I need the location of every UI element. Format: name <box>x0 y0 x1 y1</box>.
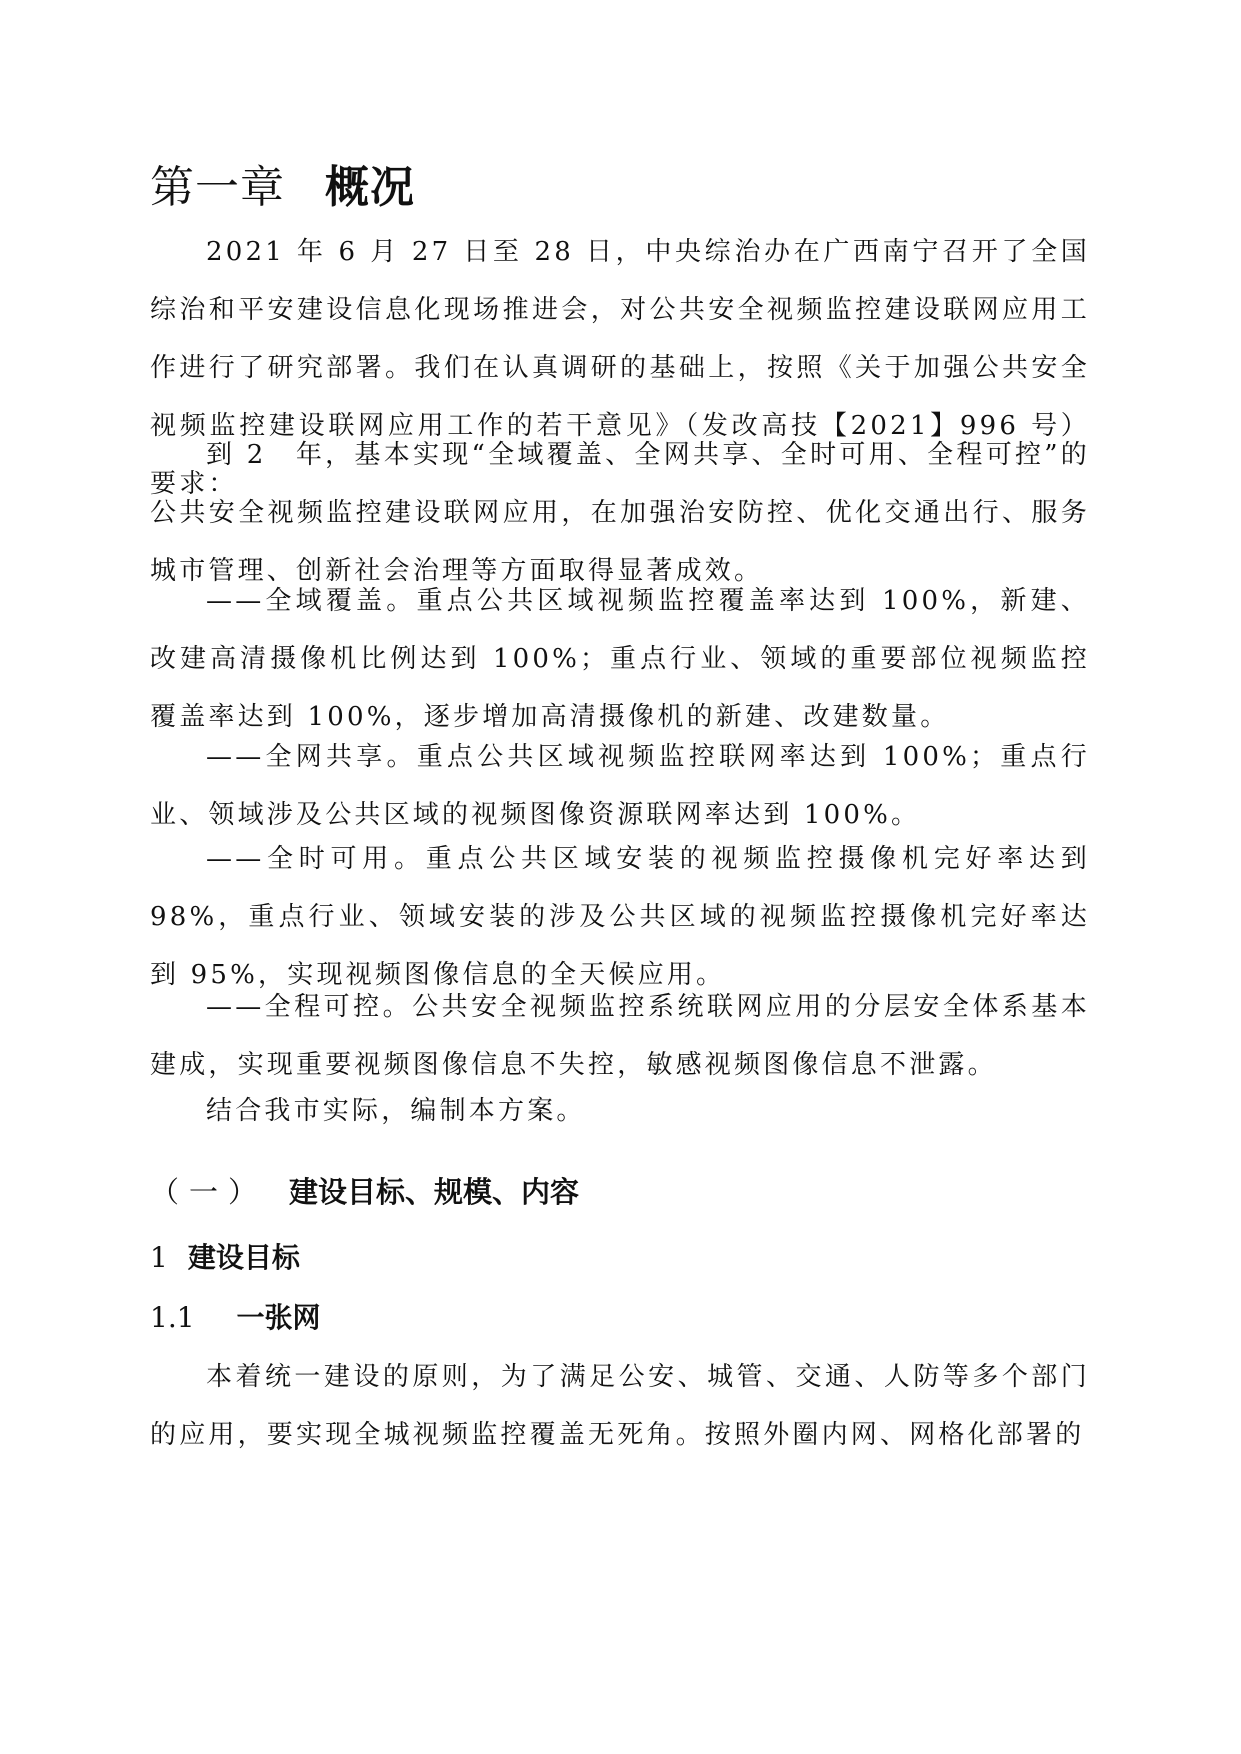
subsection-heading-1 <box>150 1238 300 1278</box>
chapter-number: 第一章 <box>150 162 285 213</box>
paragraph-intro: 2021 年 6 月 27 日至 28 日，中央综治办在广西南宁召开了全国综治和平安建设信息化现场推进会，对公共安全视频监控建设联网应用工作进行了研究部署。我们在认真调研的基础上，按照《关于加强公共安全视频监控建设联网应用工作的若干意见》（发改高技【2021】996 号）要求： <box>150 237 1090 499</box>
paragraph-network-sharing: ——全网共享。重点公共区域视频监控联网率达到 100%；重点行业、领域涉及公共区域的视频图像资源联网率达到 100%。 <box>150 742 1090 830</box>
section-heading-1-number: （一） <box>150 1175 268 1209</box>
paragraph-full-time: ——全时可用。重点公共区域安装的视频监控摄像机完好率达到 98%，重点行业、领域安装的涉及公共区域的视频监控摄像机完好率达到 95%，实现视频图像信息的全天候应用。 <box>150 844 1090 990</box>
paragraph-conclusion: 结合我市实际，编制本方案。 <box>206 1096 586 1126</box>
subsection-heading-1-number: 1 <box>150 1241 168 1274</box>
subsection-heading-1-1-text: 一张网 <box>236 1301 321 1334</box>
section-heading-1 <box>150 1172 579 1212</box>
subsection-heading-1-1-number: 1.1 <box>150 1301 195 1334</box>
paragraph-one-network: 本着统一建设的原则，为了满足公安、城管、交通、人防等多个部门的应用，要实现全城视频监控覆盖无死角。按照外圈内网、网格化部署的 <box>150 1362 1090 1450</box>
chapter-name: 概况 <box>325 162 415 213</box>
paragraph-full-control: ——全程可控。公共安全视频监控系统联网应用的分层安全体系基本建成，实现重要视频图像信息不失控，敏感视频图像信息不泄露。 <box>150 992 1090 1080</box>
section-heading-1-text: 建设目标、规模、内容 <box>289 1175 580 1209</box>
paragraph-goal: 到 2 年，基本实现“全域覆盖、全网共享、全时可用、全程可控”的公共安全视频监控建设联网应用，在加强治安防控、优化交通出行、服务城市管理、创新社会治理等方面取得显著成效。 <box>150 440 1090 586</box>
chapter-title <box>150 158 415 218</box>
paragraph-full-coverage: ——全域覆盖。重点公共区域视频监控覆盖率达到 100%，新建、改建高清摄像机比例达到 100%；重点行业、领域的重要部位视频监控覆盖率达到 100%，逐步增加高清摄像机的新建、改建数量。 <box>150 586 1090 732</box>
subsection-heading-1-text: 建设目标 <box>187 1241 300 1274</box>
subsection-heading-1-1 <box>150 1298 321 1338</box>
